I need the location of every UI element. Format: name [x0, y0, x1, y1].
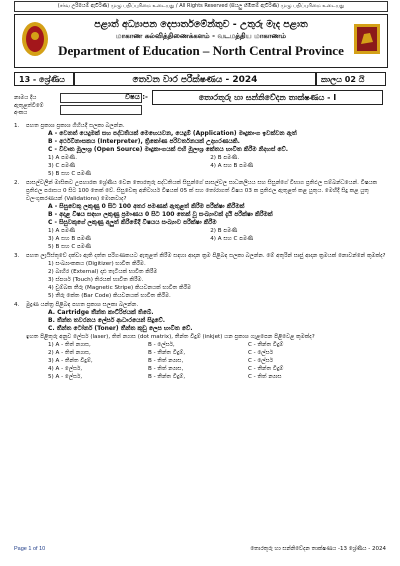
question-list — [14, 122, 386, 382]
answer-option: 2) A - තිත් න්‍යාස, — [48, 350, 91, 356]
time-label: කාලය 02 යි — [316, 72, 386, 86]
page-number: Page 1 of 10 — [14, 546, 46, 552]
document-header — [14, 14, 388, 68]
question-1 — [14, 122, 386, 178]
answer-option: C - තීන්ත විදුම් — [248, 366, 284, 372]
answer-option: 2) B පමණි. — [210, 155, 240, 161]
answer-option: 1) A පමණි. — [48, 155, 77, 161]
header-tamil: மாகாண கல்வித்திணைக்களம் - வடமத்திய மாகாணம் — [115, 32, 287, 40]
header-english: Department of Education – North Central Province — [58, 43, 344, 58]
answer-option: 1) A පමණි — [48, 228, 76, 234]
exam-title: තෙවන වාර පරීක්ෂණය - 2024 — [74, 72, 316, 86]
question-number: 3. — [14, 253, 20, 259]
answer-option: C - තිත් න්‍යාස — [248, 374, 282, 380]
question-number: 1. — [14, 123, 20, 129]
question-4 — [14, 301, 386, 381]
list-item: 4) චුම්බක තීරු (Magnetic Stripe) කියවනයක් භාවිත කිරීම — [48, 285, 192, 291]
question-stem: පහත ලැයිස්තුවේ දක්වා ඇති දත්ත පරිගණකයට ඇතුළත් කිරීම සඳහා ආදාන ක්‍රම පිළිබඳ සලකා බලන්න. මේ අතුරින් සෘජු ආදාන ක්‍රමයක් නොවන්නේ කුමක්ද? — [26, 253, 386, 259]
answer-option: B - තීන්ත විදුම්, — [148, 374, 186, 380]
page-footer — [14, 546, 386, 553]
answer-option: 2) B පමණි — [210, 228, 238, 234]
answer-option: 5) B සහ C පමණි — [48, 244, 92, 250]
government-crest-logo — [19, 19, 51, 59]
index-field[interactable] — [60, 105, 142, 115]
exam-info-bar — [14, 72, 386, 86]
lion-flag-logo — [351, 19, 383, 59]
question-stem: පහත ප්‍රකාශ ප්‍රකාශ ගිහියදී සලකා බලන්න. — [26, 123, 125, 129]
header-sinhala: පළාත් අධ්‍යාපන දෙපාර්තමේන්තුව - උතුරු මැද පළාත — [94, 19, 308, 30]
answer-option: 3) A සහ B පමණි — [48, 236, 92, 242]
statement: C. තීන්ත ටෝනර් (Toner) තීන්ත කුඩු ලෙස භාවිත වේ. — [48, 325, 193, 332]
answer-option: B - තීන්ත විදුම්, — [148, 350, 186, 356]
question-number: 2. — [14, 180, 20, 186]
answer-option: 5) A - ලේසර්, — [48, 374, 83, 380]
question-3 — [14, 252, 386, 300]
question-2 — [14, 179, 386, 251]
statement: A - වෙනත් යෙදුමක් සහ පද්ධතියක් මෙහෙයවන, යෙදුම් (Application) මෘදුකාංග ඉවක්වන ඇත් — [48, 130, 297, 137]
statement: C - සිසුවකුගේ ලකුණු අලුත් කිරීමේදී විෂයය සංඛ්‍යාව පරීක්ෂා කිරීම — [48, 219, 217, 226]
footer-subject: තොරතුරු හා සන්නිවේදන තාක්ෂණය -13 ශ්‍රේණිය - 2024 — [250, 546, 386, 552]
list-item: 1) සංඛ්‍යාංකකය (Digitizer) භාවිත කිරීම. — [48, 261, 146, 267]
candidate-fields — [14, 92, 142, 116]
subject-label: විෂය :- — [125, 93, 148, 101]
grade-label: 13 - ශ්‍රේණිය — [14, 72, 74, 86]
answer-option: 4) A සහ B පමණි — [210, 163, 254, 169]
statement: A. Cartridge තීන්ත කාට්රිජයක් තිබේ. — [48, 309, 154, 316]
answer-option: 3) A - තීන්ත විදුම්, — [48, 358, 93, 364]
answer-option: C - තීන්ත විදුම් — [248, 342, 284, 348]
question-stem: පාසල්වලින් මාසිකව උපහාරක ශ්‍රේණිය වෙන තොරතුරු පද්ධතියක් සිසුන්ගේ පාසල්වල සාධනලියය සහ සිසුන්ගේ විභාග ප්‍රතිඵල සම්බන්ධයෙන්. විෂයක ප්‍රතිඵල පරාසය 0 සිට 100 තෙක් වේ. සිසුවෙකු අනිවාර්ය විෂයක් 05 ක් සහ තෝරාගත් විෂය 03 ක ප්‍රතිඵල ඇතුළත් කළ යුතුය. මෙහිදී සිදු කළ යුතු වලංගුකරණයන් (Validations) මොනවාද? — [26, 180, 378, 202]
statement: A - සිසුවෙකු ලකුණු 0 සිට 100 අතර පමණක් ඇතුළත් කිරීම පරීක්ෂා කිරීමක් — [48, 203, 245, 210]
statement: C - විවෘත මූලාශ්‍ර (Open Source) මෘදුකාංගයක් එහි මූලාශ්‍ර කේතය භාවිත කිරීම නිදහස් වේ. — [48, 146, 289, 153]
question-number: 4. — [14, 302, 20, 308]
answer-grid — [14, 341, 348, 381]
answer-option: C - ලේසර් — [248, 358, 273, 364]
list-item: 2) බාහිර (External) දෘඪ තැටියක් භාවිත කිරීම — [48, 269, 158, 275]
answer-option: B - තිත් න්‍යාස, — [148, 358, 184, 364]
question-stem-2: ඉහත පිළිතුරු අනුව ලේසර් (laser), තිත් න්‍යාස (dot matrix), තීන්ත විදුම් (inkjet) යන ප්‍රකාශ ගැළපෙන පිළිවෙළ කුමක්ද? — [26, 334, 315, 340]
statement: B - අදාළ විෂය සඳහා ලකුණු ප්‍රමාණය 0 සිට 100 තෙක් වූ සංඛ්‍යාවක් දැයි පරීක්ෂා කිරීමක් — [48, 211, 273, 218]
answer-option: C - ලේසර් — [248, 350, 273, 356]
answer-option: B - තිත් න්‍යාස, — [148, 366, 184, 372]
index-label: ඇතුළත්වීමේ අංකය — [14, 103, 44, 116]
copyright-notice: (சர்வ උරිමයම් ඇවිරිණි) முழு பதிப்புரிமை உடையது / All Rights Reserved (සියලු හිමිකම් ඇවිරිණි) முழு பதிப்புரிமை உடையது — [14, 1, 388, 12]
question-stem: මුද්‍රණ යන්ත්‍ර පිළිබඳ පහත ප්‍රකාශ සලකා බලන්න. — [26, 302, 139, 308]
answer-option: 5) B සහ C පමණි — [48, 171, 92, 177]
name-label: නාමය දිය — [14, 94, 37, 101]
statement: B - අර්ථවිනාසකය (Interpreter), ත්‍රිකෝණ පරිවර්තනයක් උදාහරණයකි. — [48, 138, 240, 145]
subject-row — [125, 90, 383, 105]
list-item: 3) ස්පර්ශ (Touch) තිරයක් භාවිත කිරීම. — [48, 277, 144, 283]
list-item: 5) තීරු කේත (Bar Code) කියවනයක් භාවිත කිරීම. — [48, 293, 171, 299]
answer-option: 4) A සහ C පමණි — [210, 236, 254, 242]
answer-option: B - ලේසර්, — [148, 342, 175, 348]
answer-option: 3) C පමණි — [48, 163, 76, 169]
answer-option: 4) A - ලේසර්, — [48, 366, 83, 372]
answer-option: 1) A - තිත් න්‍යාස, — [48, 342, 91, 348]
statement: B. තීන්ත තවරනය ලේසර් ආධාරයෙන් සිදුවේ. — [48, 317, 166, 324]
subject-name: තොරතුරු හා සන්නිවේදන තාක්ෂණය - I — [152, 90, 383, 105]
